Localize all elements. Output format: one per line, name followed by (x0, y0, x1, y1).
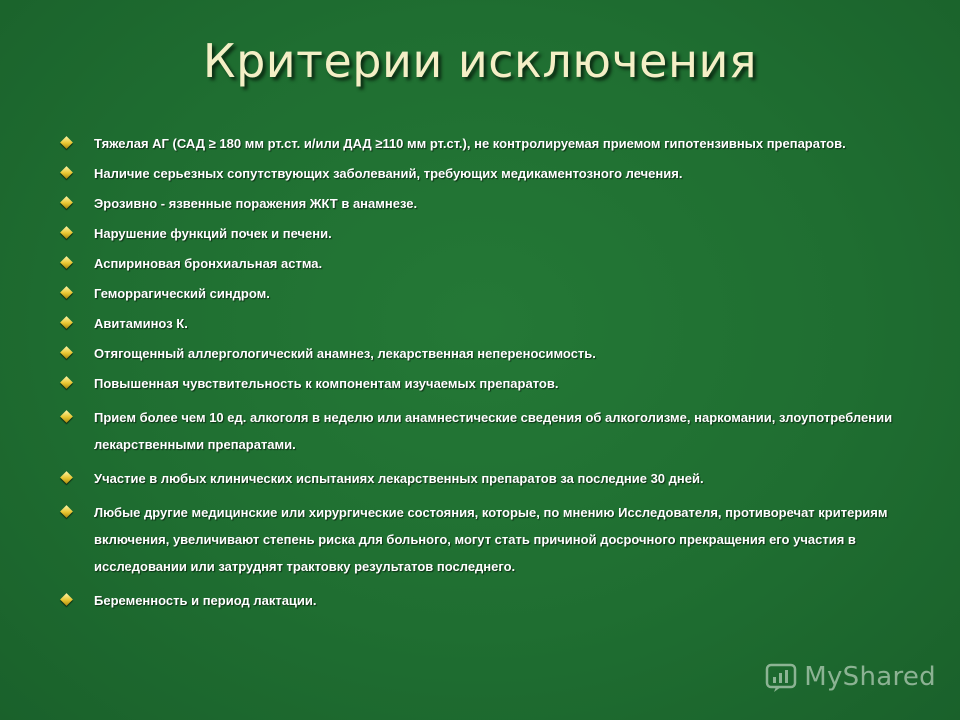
diamond-bullet-icon (60, 226, 73, 239)
diamond-bullet-icon (60, 316, 73, 329)
list-item-text: Прием более чем 10 ед. алкоголя в неделю или анамнестические сведения об алкоголизме, наркомании, злоупотреблении лекарственными препаратами. (94, 410, 893, 452)
list-item-text: Эрозивно - язвенные поражения ЖКТ в анамнезе. (94, 196, 418, 211)
list-item-text: Авитаминоз К. (94, 316, 188, 331)
list-item (62, 254, 932, 274)
diamond-bullet-icon (60, 196, 73, 209)
myshared-logo-icon (764, 660, 798, 694)
list-item (62, 194, 932, 214)
list-item-text: Тяжелая АГ (САД ≥ 180 мм рт.ст. и/или ДАД ≥110 мм рт.ст.), не контролируемая приемом гипотензивных препаратов. (94, 136, 846, 151)
list-item (62, 164, 932, 184)
diamond-bullet-icon (60, 593, 73, 606)
list-item (62, 344, 932, 364)
list-item (62, 374, 932, 394)
slide-title: Критерии исключения (202, 34, 758, 88)
list-item-text: Повышенная чувствительность к компонентам изучаемых препаратов. (94, 376, 559, 391)
list-item (62, 284, 932, 304)
diamond-bullet-icon (60, 471, 73, 484)
list-item-text: Любые другие медицинские или хирургические состояния, которые, по мнению Исследователя, противоречат критериям включения, увеличивают степень риска для больного, могут стать причиной досрочного прекращения его участия в исследовании или затруднят трактовку результатов последнего. (94, 505, 888, 574)
list-item-text: Отягощенный аллергологический анамнез, лекарственная непереносимость. (94, 346, 596, 361)
list-item (62, 224, 932, 244)
diamond-bullet-icon (60, 376, 73, 389)
list-item (62, 469, 932, 489)
diamond-bullet-icon (60, 286, 73, 299)
list-item-text: Геморрагический синдром. (94, 286, 270, 301)
diamond-bullet-icon (60, 346, 73, 359)
list-item-text: Беременность и период лактации. (94, 593, 317, 608)
watermark-text: MyShared (804, 662, 936, 692)
list-item (62, 404, 932, 458)
list-item (62, 499, 932, 580)
list-item (62, 314, 932, 334)
list-item (62, 134, 932, 154)
list-item-text: Нарушение функций почек и печени. (94, 226, 332, 241)
exclusion-criteria-list (62, 134, 932, 621)
diamond-bullet-icon (60, 410, 73, 423)
diamond-bullet-icon (60, 166, 73, 179)
list-item-text: Участие в любых клинических испытаниях лекарственных препаратов за последние 30 дней. (94, 471, 704, 486)
list-item-text: Наличие серьезных сопутствующих заболеваний, требующих медикаментозного лечения. (94, 166, 683, 181)
diamond-bullet-icon (60, 136, 73, 149)
diamond-bullet-icon (60, 505, 73, 518)
list-item-text: Аспириновая бронхиальная астма. (94, 256, 323, 271)
diamond-bullet-icon (60, 256, 73, 269)
watermark (764, 660, 936, 694)
list-item (62, 591, 932, 611)
